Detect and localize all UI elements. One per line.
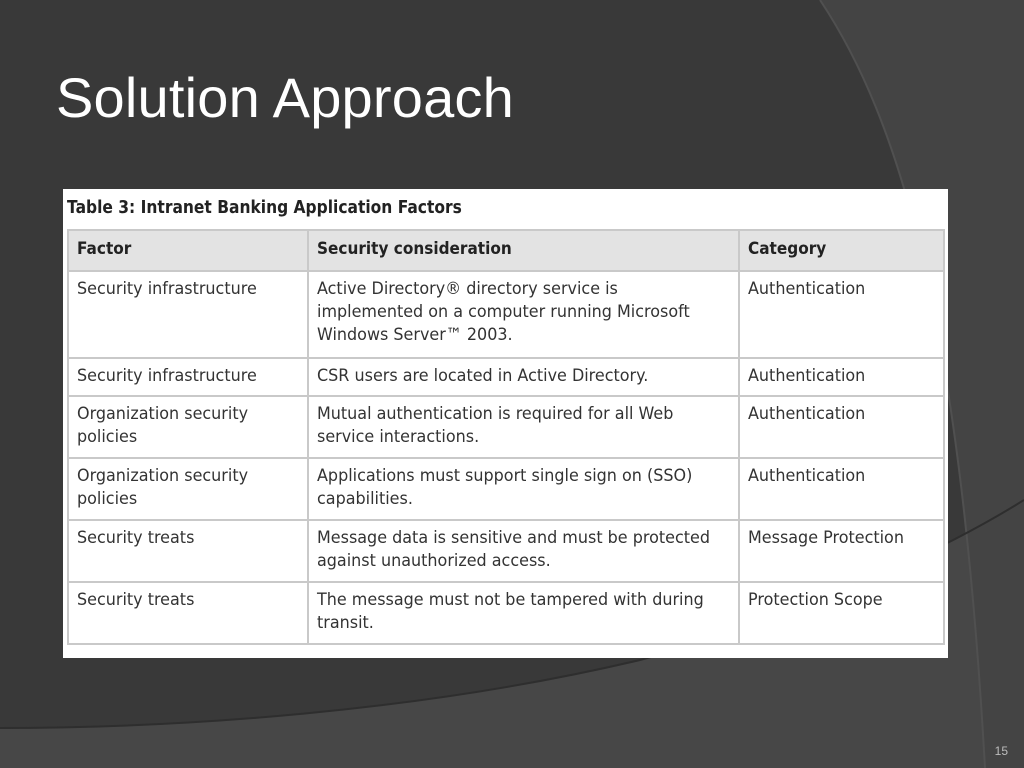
slide-number: 15 [994, 744, 1008, 758]
table-row [68, 271, 944, 358]
cell-factor: Security infrastructure [68, 358, 308, 396]
table-row [68, 396, 944, 458]
table-row [68, 358, 944, 396]
cell-category: Authentication [739, 396, 944, 458]
table-caption: Table 3: Intranet Banking Application Factors [67, 197, 462, 218]
cell-consideration: CSR users are located in Active Directory. [308, 358, 739, 396]
cell-factor: Security treats [68, 582, 308, 644]
cell-category: Protection Scope [739, 582, 944, 644]
cell-factor: Security treats [68, 520, 308, 582]
cell-consideration: Active Directory® directory service is implemented on a computer running Microsoft Windows Server™ 2003. [308, 271, 739, 358]
cell-category: Authentication [739, 458, 944, 520]
cell-category: Message Protection [739, 520, 944, 582]
cell-factor: Organization security policies [68, 458, 308, 520]
cell-consideration: Message data is sensitive and must be protected against unauthorized access. [308, 520, 739, 582]
table-row [68, 582, 944, 644]
table-row [68, 458, 944, 520]
table-figure [63, 189, 948, 658]
cell-category: Authentication [739, 358, 944, 396]
slide-title: Solution Approach [56, 66, 514, 129]
factors-table [67, 229, 945, 645]
cell-consideration: Applications must support single sign on (SSO) capabilities. [308, 458, 739, 520]
cell-factor: Security infrastructure [68, 271, 308, 358]
table-row [68, 520, 944, 582]
cell-factor: Organization security policies [68, 396, 308, 458]
cell-consideration: Mutual authentication is required for all Web service interactions. [308, 396, 739, 458]
table-header-row [68, 230, 944, 271]
header-security-consideration: Security consideration [308, 230, 739, 271]
cell-category: Authentication [739, 271, 944, 358]
header-factor: Factor [68, 230, 308, 271]
header-category: Category [739, 230, 944, 271]
cell-consideration: The message must not be tampered with during transit. [308, 582, 739, 644]
